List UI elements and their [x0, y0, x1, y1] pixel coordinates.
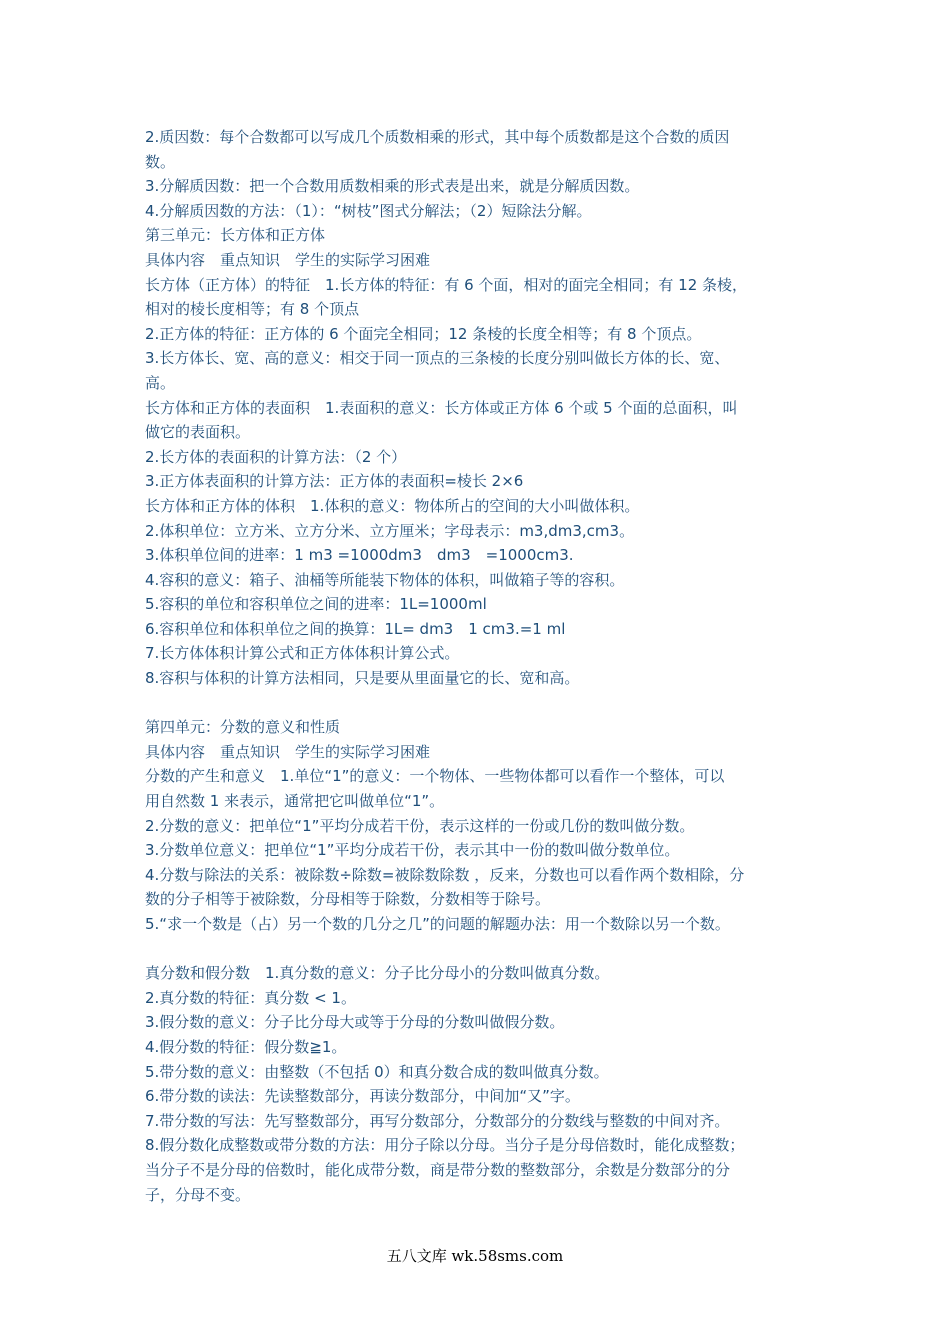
text-line: 子，分母不变。: [145, 1185, 251, 1204]
text-line: 相对的棱长度相等；有 8 个顶点: [145, 300, 360, 319]
document-body: [145, 125, 810, 1207]
text-line: 5.“求一个数是（占）另一个数的几分之几”的问题的解题办法：用一个数除以另一个数。: [145, 915, 730, 933]
text-line: 8.容积与体积的计算方法相同，只是要从里面量它的长、宽和高。: [145, 669, 580, 688]
text-line: 2.真分数的特征：真分数 < 1。: [145, 988, 356, 1007]
text-line: 第三单元：长方体和正方体: [145, 226, 326, 245]
text-line: 4.假分数的特征：假分数≧1。: [145, 1037, 347, 1056]
text-line: 5.带分数的意义：由整数（不包括 0）和真分数合成的数叫做真分数。: [145, 1062, 609, 1081]
text-line: 2.体积单位：立方米、立方分米、立方厘米；字母表示：m3,dm3,cm3。: [145, 521, 635, 540]
text-line: 2.分数的意义：把单位“1”平均分成若干份，表示这样的一份或几份的数叫做分数。: [145, 816, 695, 835]
text-line: 用自然数 1 来表示，通常把它叫做单位“1”。: [145, 792, 445, 811]
blank-line: [145, 937, 810, 962]
text-line: 做它的表面积。: [145, 423, 251, 442]
text-line: 5.容积的单位和容积单位之间的进率：1L=1000ml: [145, 595, 487, 614]
text-line: 2.长方体的表面积的计算方法：（2 个）: [145, 447, 407, 466]
text-line: 高。: [145, 373, 176, 392]
text-line: 分数的产生和意义 1.单位“1”的意义：一个物体、一些物体都可以看作一个整体，可以: [145, 767, 725, 786]
text-line: 4.容积的意义：箱子、油桶等所能装下物体的体积，叫做箱子等的容积。: [145, 570, 625, 589]
text-line: 3.分解质因数：把一个合数用质数相乘的形式表是出来，就是分解质因数。: [145, 177, 640, 196]
text-line: 2.质因数：每个合数都可以写成几个质数相乘的形式，其中每个质数都是这个合数的质因: [145, 128, 730, 146]
text-line: 真分数和假分数 1.真分数的意义：分子比分母小的分数叫做真分数。: [145, 964, 610, 983]
text-line: 3.分数单位意义：把单位“1”平均分成若干份，表示其中一份的数叫做分数单位。: [145, 841, 680, 860]
text-line: 8.假分数化成整数或带分数的方法：用分子除以分母。当分子是分母倍数时，能化成整数；: [145, 1136, 745, 1155]
text-line: 4.分解质因数的方法：（1）：“树枝”图式分解法；（2）短除法分解。: [145, 201, 592, 220]
text-line: 2.正方体的特征：正方体的 6 个面完全相同；12 条棱的长度全相等；有 8 个顶点。: [145, 324, 702, 343]
text-line: 4.分数与除法的关系：被除数÷除数=被除数除数 ，反来，分数也可以看作两个数相除，分: [145, 865, 745, 884]
text-line: 7.带分数的写法：先写整数部分，再写分数部分，分数部分的分数线与整数的中间对齐。: [145, 1111, 730, 1130]
text-line: 具体内容 重点知识 学生的实际学习困难: [145, 742, 431, 761]
text-line: 3.假分数的意义：分子比分母大或等于分母的分数叫做假分数。: [145, 1013, 565, 1032]
text-line: 6.带分数的读法：先读整数部分，再读分数部分，中间加“又”字。: [145, 1087, 580, 1106]
text-line: 数。: [145, 152, 176, 171]
text-line: 3.长方体长、宽、高的意义：相交于同一顶点的三条棱的长度分别叫做长方体的长、宽、: [145, 349, 730, 368]
blank-line: [145, 691, 810, 716]
text-line: 长方体和正方体的表面积 1.表面积的意义：长方体或正方体 6 个或 5 个面的总面积，叫: [145, 398, 738, 417]
text-line: 第四单元：分数的意义和性质: [145, 718, 341, 737]
text-line: 具体内容 重点知识 学生的实际学习困难: [145, 250, 431, 269]
text-line: 6.容积单位和体积单位之间的换算：1L= dm3 1 cm3.=1 ml: [145, 619, 566, 638]
text-line: 长方体和正方体的体积 1.体积的意义：物体所占的空间的大小叫做体积。: [145, 496, 640, 515]
text-line: 3.体积单位间的进率：1 m3 =1000dm3 dm3 =1000cm3.: [145, 546, 574, 565]
text-line: 当分子不是分母的倍数时，能化成带分数，商是带分数的整数部分，余数是分数部分的分: [145, 1160, 731, 1179]
footer-watermark: 五八文库 wk.58sms.com: [386, 1247, 564, 1265]
text-line: 3.正方体表面积的计算方法：正方体的表面积=棱长 2×6: [145, 472, 524, 491]
text-line: 7.长方体体积计算公式和正方体体积计算公式。: [145, 644, 460, 663]
text-line: 长方体（正方体）的特征 1.长方体的特征：有 6 个面，相对的面完全相同；有 12 条棱，: [145, 275, 748, 294]
text-line: 数的分子相等于被除数，分母相等于除数，分数相等于除号。: [145, 890, 551, 909]
